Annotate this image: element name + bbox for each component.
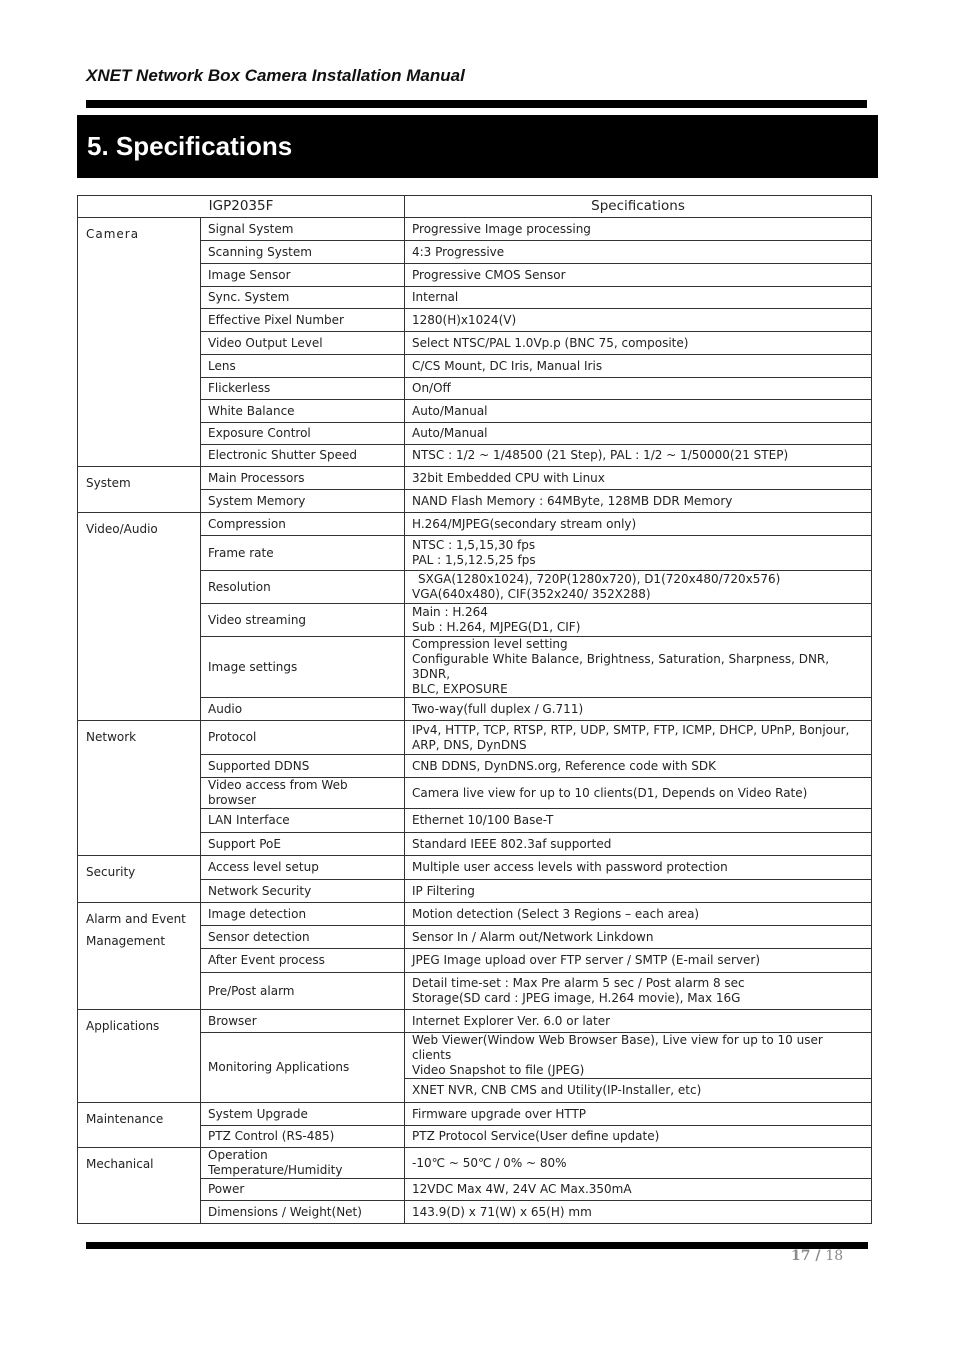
spec-item-cell: LAN Interface <box>201 809 405 833</box>
spec-item-cell: White Balance <box>201 400 405 423</box>
category-cell <box>78 1148 201 1224</box>
category-cell <box>78 467 201 513</box>
spec-value-line: Camera live view for up to 10 clients(D1, Depends on Video Rate) <box>412 785 808 800</box>
spec-value-cell <box>405 467 872 490</box>
category-cell <box>78 856 201 903</box>
spec-item-cell: Audio <box>201 698 405 721</box>
spec-value-line: On/Off <box>412 381 451 395</box>
spec-value-line: PAL : 1,5,12.5,25 fps <box>412 553 536 567</box>
spec-value-line: Sub : H.264, MJPEG(D1, CIF) <box>412 620 581 634</box>
spec-value-line: CNB DDNS, DynDNS.org, Reference code with SDK <box>412 758 717 773</box>
spec-value-cell <box>405 698 872 721</box>
spec-item-cell: Resolution <box>201 571 405 604</box>
spec-item-cell: Support PoE <box>201 833 405 856</box>
spec-item-cell: Signal System <box>201 218 405 241</box>
category-label: Camera <box>86 227 140 241</box>
spec-value-cell <box>405 1103 872 1126</box>
table-row <box>78 721 872 755</box>
spec-value-line: Internet Explorer Ver. 6.0 or later <box>412 1013 611 1028</box>
spec-value-cell <box>405 926 872 949</box>
spec-item-cell: PTZ Control (RS-485) <box>201 1126 405 1148</box>
spec-value-line: Web Viewer(Window Web Browser Base), Live view for up to 10 user clients <box>412 1033 823 1062</box>
spec-value-cell <box>405 287 872 309</box>
spec-value-line: Main : H.264 <box>412 605 488 619</box>
spec-item-cell: Effective Pixel Number <box>201 309 405 332</box>
spec-value-cell <box>405 1148 872 1179</box>
category-label: Maintenance <box>86 1112 164 1126</box>
spec-value-line: 32bit Embedded CPU with Linux <box>412 470 605 485</box>
table-row <box>78 1148 872 1179</box>
spec-value-line: Progressive CMOS Sensor <box>412 267 566 282</box>
spec-value-line: Two-way(full duplex / G.711) <box>412 701 584 716</box>
spec-value-line: 143.9(D) x 71(W) x 65(H) mm <box>412 1204 592 1219</box>
spec-item-cell: Video streaming <box>201 604 405 637</box>
category-label: Management <box>86 934 166 948</box>
spec-value-cell <box>405 218 872 241</box>
spec-item-cell: Sync. System <box>201 287 405 309</box>
spec-item-cell: Image Sensor <box>201 264 405 287</box>
category-cell <box>78 1103 201 1148</box>
spec-value-cell <box>405 513 872 536</box>
spec-item-cell: Monitoring Applications <box>201 1033 405 1103</box>
table-row <box>78 903 872 926</box>
page-current: 17 <box>791 1248 811 1264</box>
section-title: 5. Specifications <box>87 131 293 161</box>
spec-value-line: 4:3 Progressive <box>412 244 505 259</box>
spec-value-cell <box>405 1201 872 1224</box>
category-cell <box>78 513 201 721</box>
spec-value-cell <box>405 309 872 332</box>
spec-value-line: PTZ Protocol Service(User define update) <box>412 1129 660 1143</box>
spec-value-cell <box>405 241 872 264</box>
table-row <box>78 856 872 880</box>
category-label: Security <box>86 865 136 879</box>
spec-value-line: 12VDC Max 4W, 24V AC Max.350mA <box>412 1182 632 1196</box>
spec-item-cell: Exposure Control <box>201 423 405 445</box>
category-label: Alarm and Event <box>86 912 186 926</box>
spec-value-line: NAND Flash Memory : 64MByte, 128MB DDR Memory <box>412 493 733 508</box>
spec-value-line: Detail time-set : Max Pre alarm 5 sec / Post alarm 8 sec <box>412 976 745 990</box>
spec-value-line: Motion detection (Select 3 Regions – each area) <box>412 906 700 921</box>
bottom-divider <box>86 1242 868 1249</box>
category-cell <box>78 903 201 1010</box>
spec-value-cell <box>405 973 872 1010</box>
category-cell <box>78 218 201 467</box>
spec-value-cell <box>405 833 872 856</box>
spec-value-line: IP Filtering <box>412 883 475 898</box>
spec-value-line: Auto/Manual <box>412 426 488 440</box>
spec-value-line: Video Snapshot to file (JPEG) <box>412 1063 585 1077</box>
category-label: System <box>86 476 131 490</box>
spec-item-cell: Lens <box>201 355 405 378</box>
spec-item-cell: Image detection <box>201 903 405 926</box>
spec-item-cell: Protocol <box>201 721 405 755</box>
spec-item-cell: Video access from Web browser <box>201 778 405 809</box>
spec-value-cell <box>405 490 872 513</box>
spec-value-line: Multiple user access levels with password protection <box>412 860 728 874</box>
spec-value-cell <box>405 400 872 423</box>
spec-value-cell <box>405 809 872 833</box>
spec-item-cell: Compression <box>201 513 405 536</box>
spec-value-cell <box>405 778 872 809</box>
spec-value-line: H.264/MJPEG(secondary stream only) <box>412 516 637 531</box>
table-row <box>78 467 872 490</box>
spec-value-line: NTSC : 1,5,15,30 fps <box>412 538 536 552</box>
spec-item-cell: Dimensions / Weight(Net) <box>201 1201 405 1224</box>
spec-value-line: ARP, DNS, DynDNS <box>412 737 527 752</box>
page-total: 18 <box>825 1248 844 1264</box>
spec-value-line: Compression level setting <box>412 637 568 651</box>
spec-value-cell <box>405 423 872 445</box>
spec-value-cell <box>405 880 872 903</box>
spec-value-line: Configurable White Balance, Brightness, Saturation, Sharpness, DNR, 3DNR, <box>412 652 830 681</box>
spec-value-cell <box>405 604 872 637</box>
spec-item-cell: Image settings <box>201 637 405 698</box>
spec-value-cell <box>405 903 872 926</box>
spec-value-cell <box>405 332 872 355</box>
page-number <box>791 1248 843 1264</box>
table-row <box>78 513 872 536</box>
spec-item-cell: Browser <box>201 1010 405 1033</box>
spec-item-cell: Power <box>201 1179 405 1201</box>
spec-item-cell: Operation Temperature/Humidity <box>201 1148 405 1179</box>
spec-value-cell <box>405 571 872 604</box>
spec-value-line: NTSC : 1/2 ~ 1/48500 (21 Step), PAL : 1/2 ~ 1/50000(21 STEP) <box>412 448 789 462</box>
table-row <box>78 218 872 241</box>
spec-value-cell <box>405 264 872 287</box>
section-banner <box>77 115 878 178</box>
spec-value-line: Firmware upgrade over HTTP <box>412 1106 587 1121</box>
spec-header: Specifications <box>405 196 872 218</box>
spec-value-line: Progressive Image processing <box>412 221 591 236</box>
table-row <box>78 1103 872 1126</box>
top-divider <box>86 100 867 108</box>
spec-item-cell: Pre/Post alarm <box>201 973 405 1010</box>
spec-value-line: XNET NVR, CNB CMS and Utility(IP-Installer, etc) <box>412 1083 702 1097</box>
spec-item-cell: Main Processors <box>201 467 405 490</box>
spec-item-cell: System Memory <box>201 490 405 513</box>
spec-item-cell: Network Security <box>201 880 405 903</box>
spec-value-line: BLC, EXPOSURE <box>412 682 508 696</box>
category-label: Mechanical <box>86 1157 154 1171</box>
spec-item-cell: Video Output Level <box>201 332 405 355</box>
category-cell <box>78 721 201 856</box>
spec-value-cell <box>405 445 872 467</box>
spec-value-cell <box>405 721 872 755</box>
spec-item-cell: Sensor detection <box>201 926 405 949</box>
spec-value-line: IPv4, HTTP, TCP, RTSP, RTP, UDP, SMTP, FTP, ICMP, DHCP, UPnP, Bonjour, <box>412 722 850 737</box>
table-row <box>78 1010 872 1033</box>
spec-table <box>77 195 872 1224</box>
spec-value-cell <box>405 1010 872 1033</box>
spec-value-cell <box>405 1079 872 1103</box>
category-cell <box>78 1010 201 1103</box>
spec-value-cell <box>405 1179 872 1201</box>
spec-value-cell <box>405 856 872 880</box>
spec-value-line: Sensor In / Alarm out/Network Linkdown <box>412 929 654 944</box>
spec-value-cell <box>405 536 872 571</box>
spec-value-cell <box>405 755 872 778</box>
spec-value-cell <box>405 637 872 698</box>
spec-item-cell: Frame rate <box>201 536 405 571</box>
spec-value-line: C/CS Mount, DC Iris, Manual Iris <box>412 358 603 373</box>
spec-value-line: Auto/Manual <box>412 403 488 418</box>
manual-title: XNET Network Box Camera Installation Manual <box>86 66 465 85</box>
category-label: Applications <box>86 1019 160 1033</box>
spec-value-line: -10℃ ~ 50℃ / 0% ~ 80% <box>412 1155 567 1170</box>
spec-value-cell <box>405 949 872 973</box>
spec-value-cell <box>405 1033 872 1079</box>
spec-value-cell <box>405 378 872 400</box>
spec-value-line: Storage(SD card : JPEG image, H.264 movie), Max 16G <box>412 991 741 1005</box>
spec-value-line: VGA(640x480), CIF(352x240/ 352X288) <box>412 587 651 601</box>
spec-item-cell: Access level setup <box>201 856 405 880</box>
spec-table-header <box>78 196 872 218</box>
spec-value-cell <box>405 355 872 378</box>
spec-item-cell: Scanning System <box>201 241 405 264</box>
spec-value-cell <box>405 1126 872 1148</box>
spec-item-cell: After Event process <box>201 949 405 973</box>
spec-value-line: Standard IEEE 802.3af supported <box>412 836 612 851</box>
spec-value-line: 1280(H)x1024(V) <box>412 312 517 327</box>
spec-value-line: Internal <box>412 290 459 304</box>
spec-item-cell: System Upgrade <box>201 1103 405 1126</box>
page-separator: / <box>810 1248 826 1264</box>
category-label: Video/Audio <box>86 522 158 536</box>
model-header: IGP2035F <box>78 196 405 218</box>
spec-value-line: Select NTSC/PAL 1.0Vp.p (BNC 75, composite) <box>412 335 689 350</box>
spec-value-line: JPEG Image upload over FTP server / SMTP (E-mail server) <box>412 953 760 967</box>
spec-value-line: SXGA(1280x1024), 720P(1280x720), D1(720x480/720x576) <box>418 572 781 586</box>
spec-item-cell: Electronic Shutter Speed <box>201 445 405 467</box>
spec-item-cell: Supported DDNS <box>201 755 405 778</box>
category-label: Network <box>86 730 137 744</box>
spec-value-line: Ethernet 10/100 Base-T <box>412 813 554 827</box>
spec-item-cell: Flickerless <box>201 378 405 400</box>
